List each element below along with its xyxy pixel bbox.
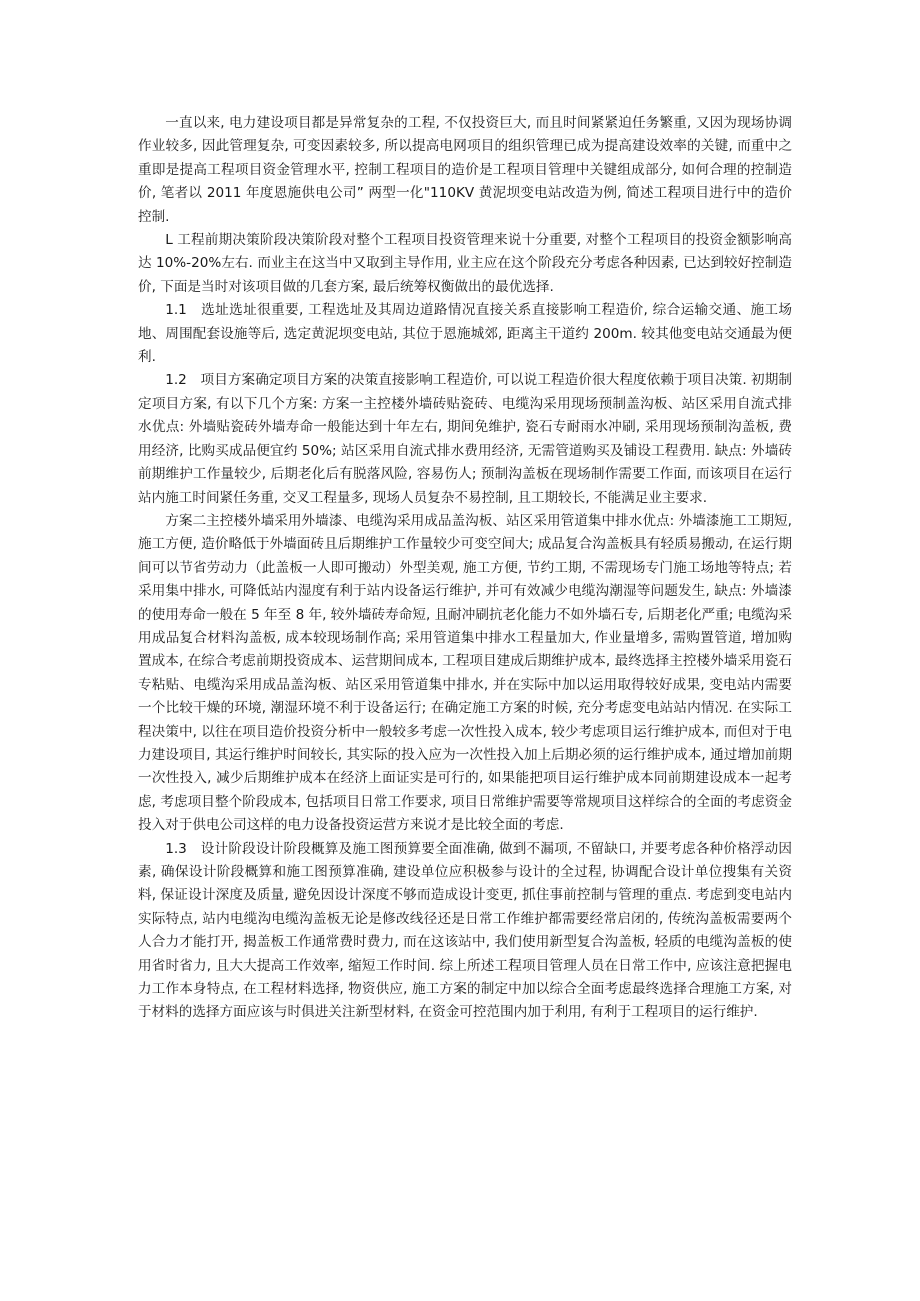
intro-paragraph: 一直以来, 电力建设项目都是异常复杂的工程, 不仅投资巨大, 而且时间紧紧迫任务繁重, 又因为现场协调作业较多, 因此管理复杂, 可变因素较多, 所以提高电网项目的组织管理已成为提高建设效率的关键, 而重中之重即是提高工程项目资金管理水平, 控制工程项目的造价是工程项目管理中关键组成部分, 如何合理的控制造价, 笔者以 2011 年度恩施供电公司” 两型一化"110KV 黄泥坝变电站改造为例, 简述工程项目进行中的造价控制. (138, 115, 792, 225)
section-1-2-project-plan: 1.2 项目方案确定项目方案的决策直接影响工程造价, 可以说工程造价很大程度依赖于项目决策. 初期制定项目方案, 有以下几个方案: 方案一主控楼外墙砖贴瓷砖、电缆沟采用现场预制盖沟板、站区采用自流式排水优点: 外墙贴瓷砖外墙寿命一般能达到十年左右, 期间免维护, 瓷石专耐雨水冲刷, 采用现场预制沟盖板, 费用经济, 比购买成品便宜约 50%; 站区采用自流式排水费用经济, 无需管道购买及铺设工程费用. 缺点: 外墙砖前期维护工作量较少, 后期老化后有脱落风险, 容易伤人; 预制沟盖板在现场制作需要工作面, 而该项目在运行站内施工时间紧任务重, 交叉工程量多, 现场人员复杂不易控制, 且工期较长, 不能满足业主要求. (138, 372, 792, 506)
document-page (138, 112, 792, 1025)
section-1-decision-stage: L 工程前期决策阶段决策阶段对整个工程项目投资管理来说十分重要, 对整个工程项目的投资金额影响高达 10%-20%左右. 而业主在这当中又取到主导作用, 业主应在这个阶段充分考虑各种因素, 已达到较好控制造价, 下面是当时对该项目做的几套方案, 最后统筹权衡做出的最优选择. (138, 232, 792, 295)
plan-two-paragraph: 方案二主控楼外墙采用外墙漆、电缆沟采用成品盖沟板、站区采用管道集中排水优点: 外墙漆施工工期短, 施工方便, 造价略低于外墙面砖且后期维护工作量较少可变空间大; 成品复合沟盖板具有轻质易搬动, 在运行期间可以节省劳动力（此盖板一人即可搬动）外型美观, 施工方便, 节约工期, 不需现场专门施工场地等特点; 若采用集中排水, 可降低站内湿度有利于站内设备运行维护, 并可有效减少电缆沟潮湿等问题发生, 缺点: 外墙漆的使用寿命一般在 5 年至 8 年, 较外墙砖寿命短, 且耐冲刷抗老化能力不如外墙石专, 后期老化严重; 电缆沟采用成品复合材料沟盖板, 成本较现场制作高; 采用管道集中排水工程量加大, 作业量增多, 需购置管道, 增加购置成本, 在综合考虑前期投资成本、运营期间成本, 工程项目建成后期维护成本, 最终选择主控楼外墙采用瓷石专粘贴、电缆沟采用成品盖沟板、站区采用管道集中排水, 并在实际中加以运用取得较好成果, 变电站内需要一个比较干燥的环境, 潮湿环境不利于设备运行; 在确定施工方案的时候, 充分考虑变电站站内情况. 在实际工程决策中, 以往在项目造价投资分析中一般较多考虑一次性投入成本, 较少考虑项目运行维护成本, 而但对于电力建设项目, 其运行维护时间较长, 其实际的投入应为一次性投入加上后期必须的运行维护成本, 通过增加前期一次性投入, 减少后期维护成本在经济上面证实是可行的, 如果能把项目运行维护成本同前期建设成本一起考虑, 考虑项目整个阶段成本, 包括项目日常工作要求, 项目日常维护需要等常规项目这样综合的全面的考虑资金投入对于供电公司这样的电力设备投资运营方来说才是比较全面的考虑. (138, 512, 792, 834)
section-1-3-design-stage: 1.3 设计阶段设计阶段概算及施工图预算要全面准确, 做到不漏项, 不留缺口, 并要考虑各种价格浮动因素, 确保设计阶段概算和施工图预算准确, 建设单位应积极参与设计的全过程, 协调配合设计单位搜集有关资料, 保证设计深度及质量, 避免因设计深度不够而造成设计变更, 抓住事前控制与管理的重点. 考虑到变电站内实际特点, 站内电缆沟电缆沟盖板无论是修改线径还是日常工作维护都需要经常启闭的, 传统沟盖板需要两个人合力才能打开, 揭盖板工作通常费时费力, 而在这该站中, 我们使用新型复合沟盖板, 轻质的电缆沟盖板的使用省时省力, 且大大提高工作效率, 缩短工作时间. 综上所述工程项目管理人员在日常工作中, 应该注意把握电力工作本身特点, 在工程材料选择, 物资供应, 施工方案的制定中加以综合全面考虑最终选择合理施工方案, 对于材料的选择方面应该与时俱进关注新型材料, 在资金可控范围内加于利用, 有利于工程项目的运行维护. (138, 840, 792, 1021)
section-1-1-site-selection: 1.1 选址选址很重要, 工程选址及其周边道路情况直接关系直接影响工程造价, 综合运输交通、施工场地、周围配套设施等后, 选定黄泥坝变电站, 其位于恩施城郊, 距离主干道约 200m. 较其他变电站交通最为便利. (138, 302, 792, 366)
